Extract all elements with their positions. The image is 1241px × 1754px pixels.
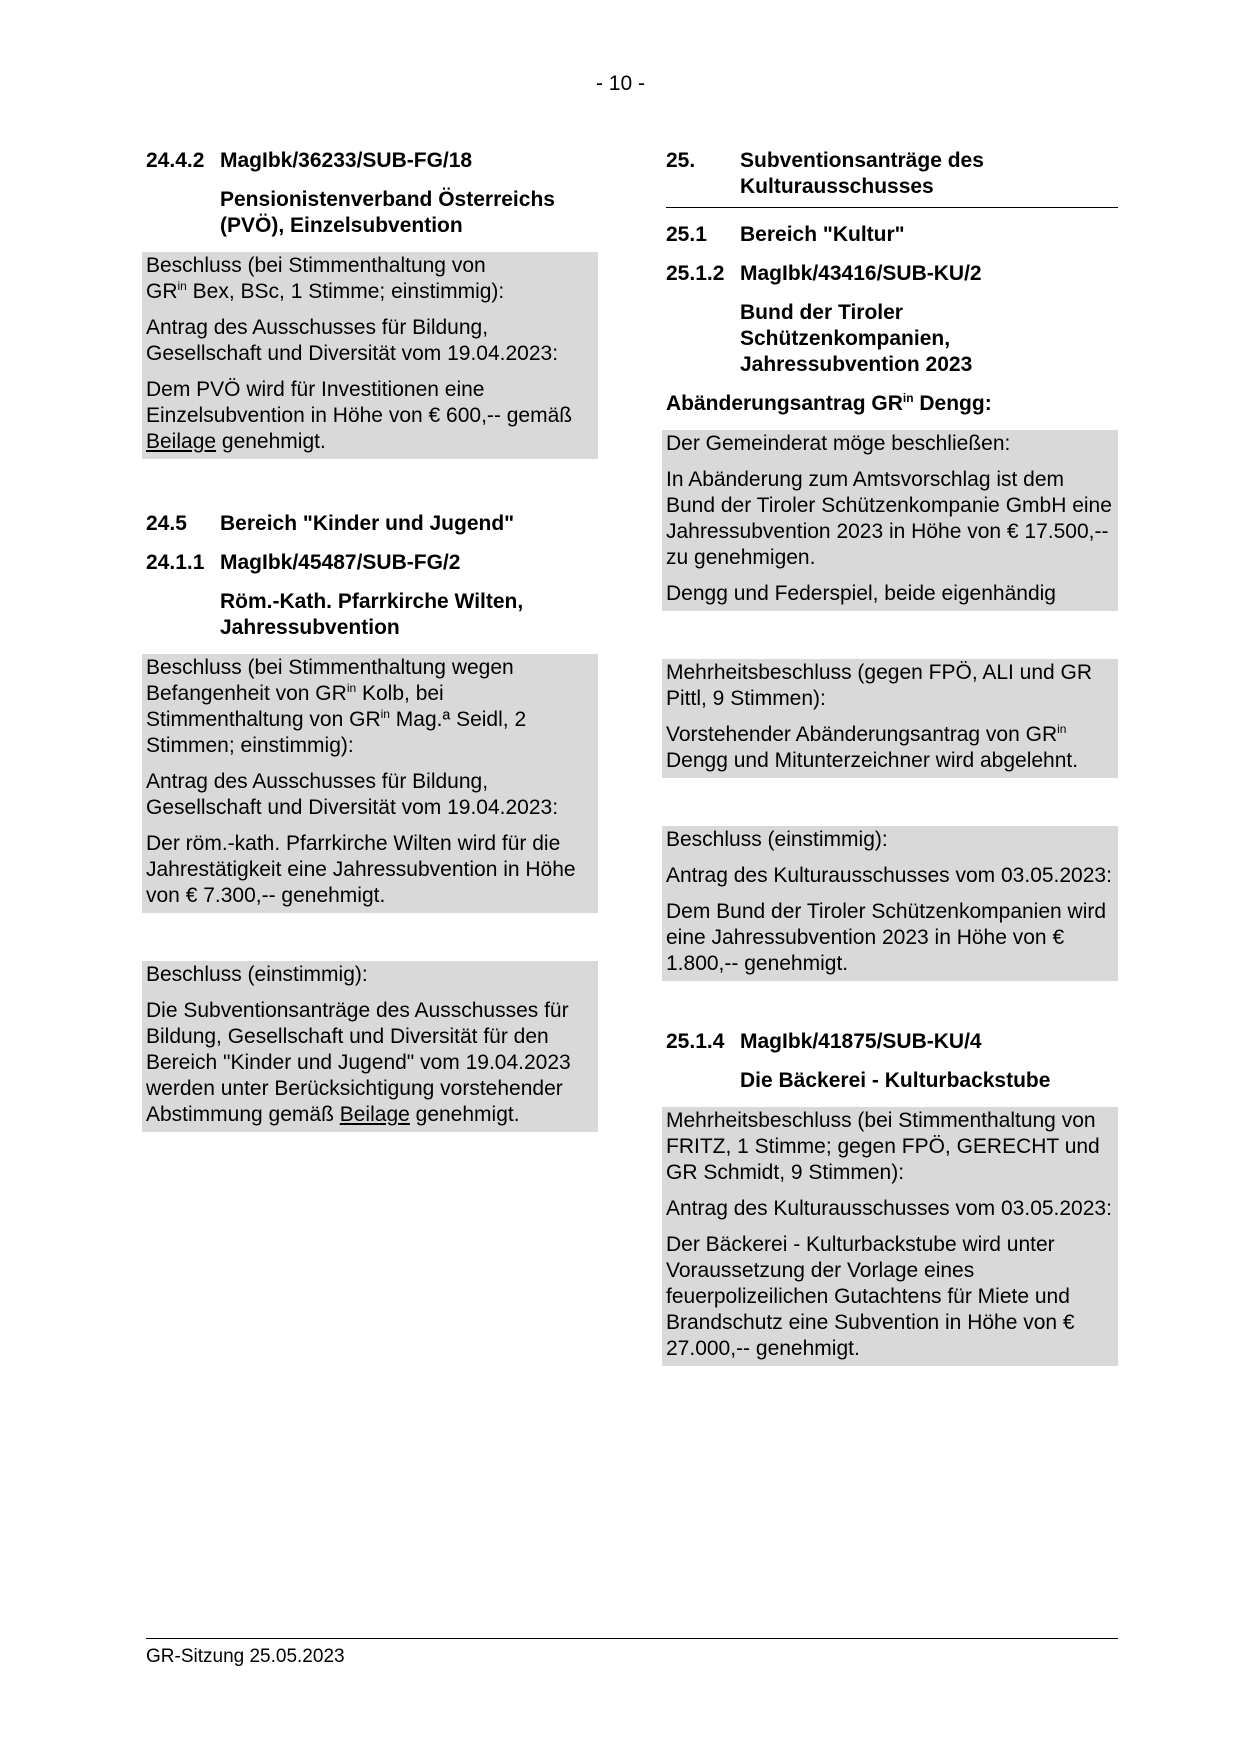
right-column bbox=[666, 148, 1118, 1366]
resolution-box bbox=[142, 654, 598, 913]
amendment-text: In Abänderung zum Amtsvorschlag ist dem Bund der Tiroler Schützenkompanie GmbH eine Jahressubvention 2023 in Höhe von € 17.500,-- zu genehmigen. bbox=[666, 468, 1112, 569]
section-24-5-heading bbox=[146, 511, 598, 537]
resolution-box bbox=[662, 659, 1118, 778]
resolution-box bbox=[662, 826, 1118, 981]
decision-text: Der röm.-kath. Pfarrkirche Wilten wird für die Jahrestätigkeit eine Jahressubvention in Höhe von € 7.300,-- genehmigt. bbox=[146, 832, 576, 907]
section-25-1-4-heading bbox=[666, 1029, 1118, 1055]
section-title: Bereich "Kinder und Jugend" bbox=[220, 512, 515, 535]
section-25-1-4-title: Die Bäckerei - Kulturbackstube bbox=[740, 1069, 1051, 1092]
section-25-1-2-title: Bund der Tiroler Schützenkompanien, Jahressubvention 2023 bbox=[740, 301, 973, 376]
resolution-box bbox=[662, 1107, 1118, 1366]
section-number: 25. bbox=[666, 149, 696, 172]
section-24-4-2-title bbox=[146, 187, 598, 239]
beilage-link[interactable]: Beilage bbox=[146, 430, 217, 453]
decision-text: Vorstehender Abänderungsantrag von $GR^{in}$ Dengg und Mitunterzeichner wird abgelehnt. bbox=[666, 722, 1079, 772]
amendment-box bbox=[662, 430, 1118, 611]
page-number: - 10 - bbox=[595, 72, 645, 95]
section-number: 25.1.2 bbox=[666, 262, 725, 285]
amendment-heading: Abänderungsantrag $GR^{in}$ Dengg: bbox=[666, 391, 992, 415]
beilage-link[interactable]: Beilage bbox=[339, 1103, 410, 1126]
amendment-intro: Der Gemeinderat möge beschließen: bbox=[666, 432, 1011, 455]
section-title: Subventionsanträge des Kulturausschusses bbox=[740, 149, 984, 198]
resolution-text: Beschluss (bei Stimmenthaltung von $GR^{in}$ Bex, BSc, 1 Stimme; einstimmig): bbox=[146, 254, 505, 303]
decision-text: Dem PVÖ wird für Investitionen eine Einzelsubvention in Höhe von € 600,-- gemäß Beilage genehmigt. bbox=[146, 378, 573, 453]
section-code: MagIbk/43416/SUB-KU/2 bbox=[740, 262, 982, 285]
section-24-4-2-heading bbox=[146, 148, 598, 174]
motion-text: Antrag des Kulturausschusses vom 03.05.2023: bbox=[666, 1197, 1112, 1220]
section-number: 25.1 bbox=[666, 223, 707, 246]
motion-text: Antrag des Ausschusses für Bildung, Gesellschaft und Diversität vom 19.04.2023: bbox=[146, 770, 559, 819]
section-number: 24.1.1 bbox=[146, 551, 205, 574]
section-code: MagIbk/36233/SUB-FG/18 bbox=[220, 149, 473, 172]
title-line: Röm.-Kath. Pfarrkirche Wilten, bbox=[220, 590, 524, 613]
footer-rule bbox=[146, 1638, 1118, 1639]
heading-rule bbox=[666, 207, 1118, 208]
section-24-1-1-heading bbox=[146, 550, 598, 576]
resolution-text: Mehrheitsbeschluss (bei Stimmenthaltung von FRITZ, 1 Stimme; gegen FPÖ, GERECHT und GR Schmidt, 9 Stimmen): bbox=[666, 1109, 1100, 1184]
motion-text: Antrag des Kulturausschusses vom 03.05.2023: bbox=[666, 864, 1112, 887]
title-line: (PVÖ), Einzelsubvention bbox=[220, 214, 463, 237]
section-25-1-2-heading bbox=[666, 261, 1118, 287]
section-24-1-1-title bbox=[146, 589, 598, 641]
decision-text: Der Bäckerei - Kulturbackstube wird unter Voraussetzung der Vorlage eines feuerpolizeilichen Gutachtens für Miete und Brandschutz eine Subvention in Höhe von € 27.000,-- genehmigt. bbox=[666, 1233, 1075, 1360]
section-25-1-heading bbox=[666, 222, 1118, 248]
resolution-text: Beschluss (einstimmig): bbox=[146, 963, 368, 986]
amendment-signers: Dengg und Federspiel, beide eigenhändig bbox=[666, 582, 1056, 605]
title-line: Pensionistenverband Österreichs bbox=[220, 188, 555, 211]
title-line: Jahressubvention bbox=[220, 616, 400, 639]
resolution-box bbox=[142, 961, 598, 1132]
resolution-text: Mehrheitsbeschluss (gegen FPÖ, ALI und GR Pittl, 9 Stimmen): bbox=[666, 661, 1093, 710]
decision-text: Die Subventionsanträge des Ausschusses für Bildung, Gesellschaft und Diversität für den Bereich "Kinder und Jugend" vom 19.04.2023 werden unter Berücksichtigung vorstehender Abstimmung gemäß Beilage genehmigt. bbox=[146, 999, 571, 1126]
left-column bbox=[146, 148, 598, 1132]
section-code: MagIbk/45487/SUB-FG/2 bbox=[220, 551, 461, 574]
section-title: Bereich "Kultur" bbox=[740, 223, 905, 246]
resolution-text: Beschluss (einstimmig): bbox=[666, 828, 888, 851]
section-number: 24.4.2 bbox=[146, 149, 205, 172]
section-code: MagIbk/41875/SUB-KU/4 bbox=[740, 1030, 982, 1053]
resolution-text: Beschluss (bei Stimmenthaltung wegen Befangenheit von $GR^{in}$ Kolb, bei Stimmenthaltung von $GR^{in}$ Mag.ª Seidl, 2 Stimmen; einstimmig): bbox=[146, 656, 527, 757]
section-number: 25.1.4 bbox=[666, 1030, 725, 1053]
motion-text: Antrag des Ausschusses für Bildung, Gesellschaft und Diversität vom 19.04.2023: bbox=[146, 316, 559, 365]
section-number: 24.5 bbox=[146, 512, 187, 535]
decision-text: Dem Bund der Tiroler Schützenkompanien wird eine Jahressubvention 2023 in Höhe von € 1.800,-- genehmigt. bbox=[666, 900, 1107, 975]
footer-text: GR-Sitzung 25.05.2023 bbox=[146, 1646, 345, 1667]
resolution-box bbox=[142, 252, 598, 459]
section-25-heading bbox=[666, 148, 1118, 200]
